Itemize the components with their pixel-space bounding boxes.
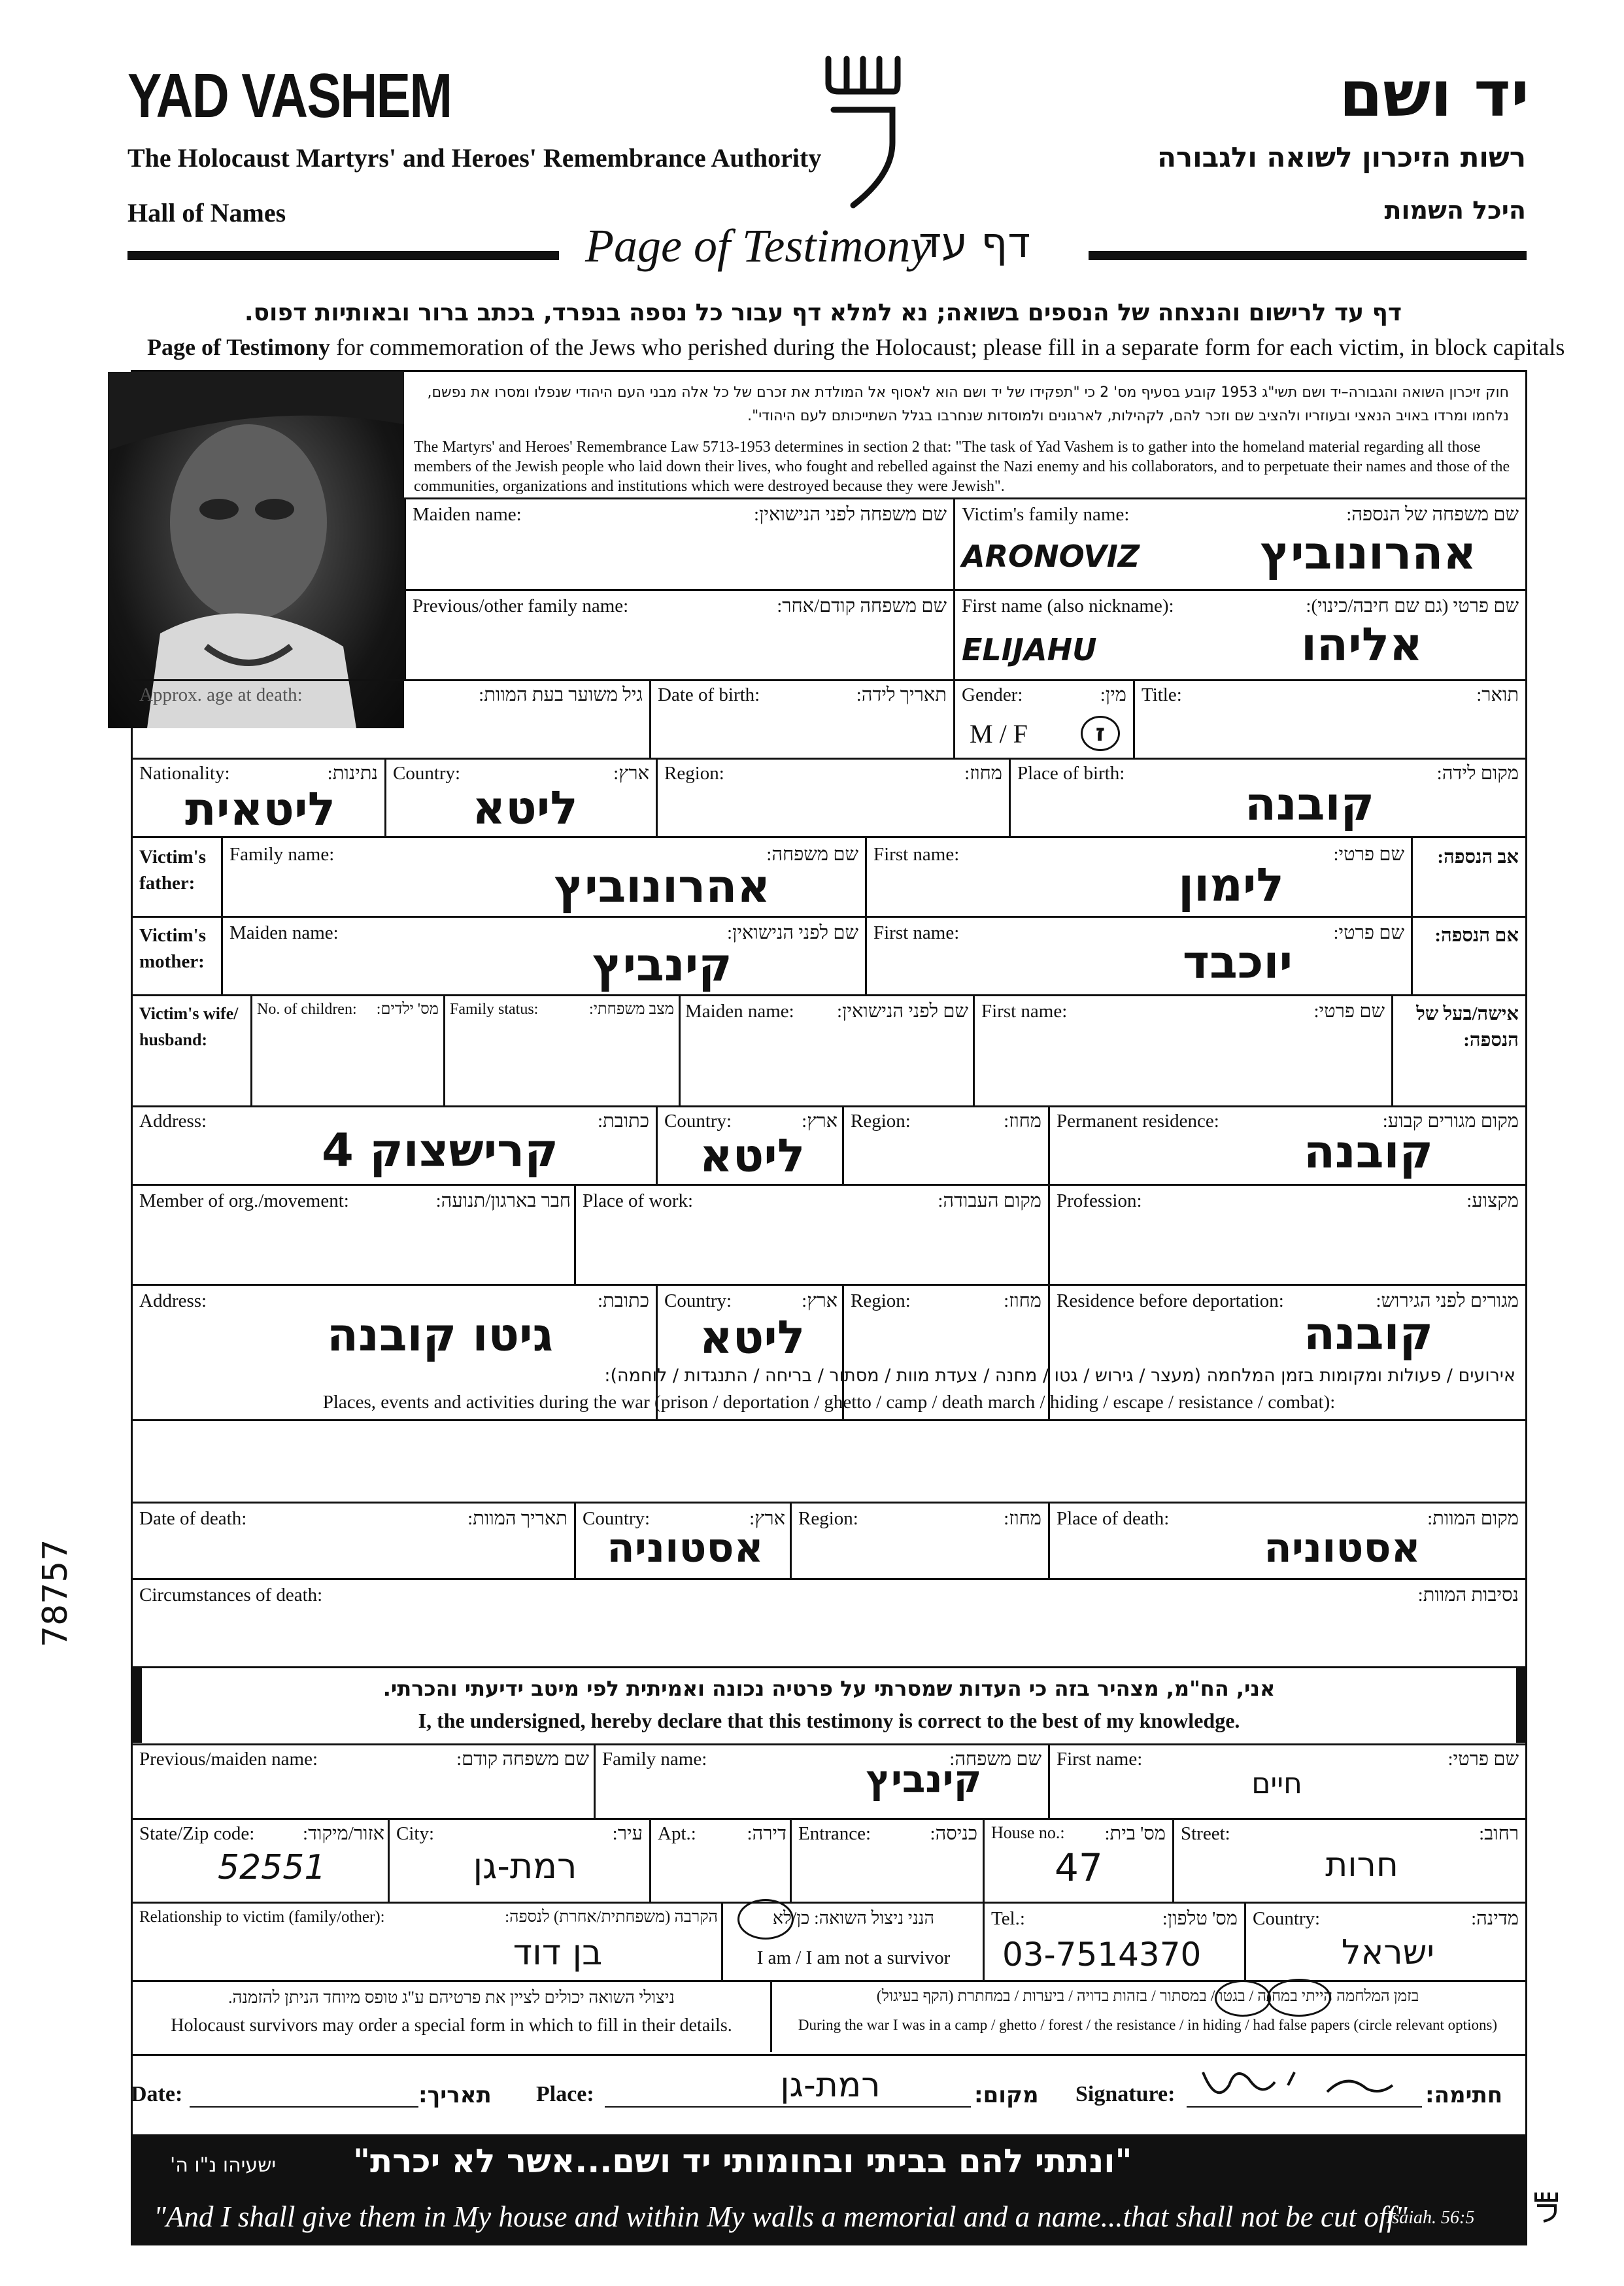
family-name-label: Victim's family name: [962, 504, 1130, 525]
zip-value[interactable]: 52551 [218, 1848, 326, 1887]
sub-first-label: First name: [1057, 1749, 1143, 1770]
events-input[interactable] [139, 1421, 1515, 1424]
pod-label-he: מקום המוות: [1427, 1508, 1519, 1529]
nationality-label-he: נתינות: [327, 763, 378, 784]
status-label: Family status: [450, 1001, 539, 1018]
street-label-he: רחוב: [1479, 1823, 1519, 1844]
org-label-he: חבר בארגון/תנועה: [435, 1190, 571, 1211]
tel-label-he: מס' טלפון: [1162, 1908, 1238, 1929]
sub-country-label: Country: [1253, 1908, 1321, 1929]
nationality-label: Nationality: [139, 763, 230, 784]
zip-label-he: אזור/מיקוד: [303, 1823, 384, 1844]
prev-name-input[interactable] [414, 622, 939, 675]
testimony-form [131, 370, 1527, 2179]
address2-label: Address: [139, 1290, 207, 1311]
war-status-circle-2 [1215, 1980, 1271, 2017]
family-name-he-value[interactable]: אהרונוביץ [1260, 526, 1477, 580]
death-region-label-he: מחוז: [1004, 1508, 1041, 1529]
authority-he: רשות הזיכרון לשואה ולגבורה [1157, 141, 1526, 173]
father-family-label: Family name: [229, 844, 335, 865]
first-name-label-he: שם פרטי (גם שם חיבה/כינוי): [1306, 596, 1519, 616]
war-status-en[interactable]: During the war I was in a camp / ghetto / forest / the resistance / in hiding / had false papers (circle relevant options) [798, 2017, 1498, 2033]
death-country-label-he: ארץ: [749, 1508, 785, 1529]
sub-first-label-he: שם פרטי: [1447, 1749, 1519, 1770]
place-line[interactable] [605, 2106, 971, 2108]
circumstances-label: Circumstances of death: [139, 1585, 323, 1605]
sub-country-value[interactable]: ישראל [1341, 1933, 1435, 1972]
birth-region-label: Region: [664, 763, 724, 784]
birth-place-label: Place of birth: [1017, 763, 1125, 784]
war-status-circle-1 [1267, 1979, 1331, 2017]
verse-en: "And I shall give them in My house and within My walls a memorial and a name...that shall not be cut off" [154, 2200, 1408, 2233]
first-name-label: First name (also nickname): [962, 596, 1174, 616]
residence-before-label-he: מגורים לפני הגירוש: [1376, 1290, 1519, 1311]
war-status-he[interactable]: בזמן המלחמה הייתי במחנה / בגטו / במסתור / בזהות בדויה / ביערות / במחתרת (הקף בעיגול) [876, 1988, 1419, 2005]
victim-photo [108, 372, 404, 728]
address2-country-label: Country: [664, 1290, 732, 1311]
relation-label-he: הקרבה (משפחתית/אחרת) לנספה: [505, 1908, 718, 1926]
relation-value[interactable]: בן דוד [513, 1932, 603, 1973]
family-name-latin[interactable]: ARONOVIZ [962, 539, 1140, 574]
declaration-en: I, the undersigned, hereby declare that this testimony is correct to the best of my knowledge. [418, 1709, 1240, 1732]
gender-label-he: מין: [1100, 684, 1126, 705]
dob-label: Date of birth: [658, 684, 760, 705]
sub-first-value[interactable]: חיים [1251, 1767, 1302, 1800]
mother-maiden-label-he: שם לפני הנישואין: [726, 922, 858, 943]
title-label: Title: [1142, 684, 1182, 705]
mother-maiden-value[interactable]: קינביץ [592, 938, 732, 992]
maiden-name-label: Maiden name: [413, 504, 522, 525]
title-rule-right [1089, 251, 1527, 260]
family-name-label-he: שם משפחה של הנספה: [1346, 504, 1519, 525]
org-name-en: YAD VASHEM [127, 61, 452, 131]
residence-before-value[interactable]: קובנה [1303, 1307, 1434, 1360]
place-label: Place: [536, 2082, 594, 2106]
address1-region-label: Region: [851, 1111, 911, 1132]
city-label: City: [396, 1823, 435, 1844]
special-form-he: ניצולי השואה יכולים לציין את פרטיהם ע"ג טופס מיוחד הניתן להזמנה. [228, 1988, 675, 2007]
special-form-en: Holocaust survivors may order a special form in which to fill in their details. [171, 2015, 732, 2036]
date-label: Date: [131, 2082, 183, 2106]
verse-source-he: ישעיהו נ"ו ה' [170, 2154, 277, 2177]
signature-label: Signature: [1075, 2082, 1176, 2106]
gender-label: Gender: [962, 684, 1023, 705]
profession-label-he: מקצוע: [1466, 1190, 1519, 1211]
instructions-en: Page of Testimony for commemoration of the Jews who perished during the Holocaust; please fill in a separate form for each victim, in block capitals [147, 334, 1565, 360]
address1-country-value[interactable]: ליטא [699, 1129, 805, 1183]
address2-label-he: כתובת: [598, 1290, 649, 1311]
work-label: Place of work: [583, 1190, 694, 1211]
age-label: Approx. age at death: [139, 684, 303, 705]
city-value[interactable]: רמת-גן [473, 1845, 577, 1887]
place-label-he: מקום: [974, 2082, 1039, 2108]
spouse-maiden-label: Maiden name: [685, 1001, 794, 1022]
father-label: Victim's father: [139, 847, 207, 894]
events-label-en: Places, events and activities during the war (prison / deportation / ghetto / camp / death march / hiding / escape / resistance / combat): [322, 1392, 1336, 1413]
maiden-name-label-he: שם משפחה לפני הנישואין: [753, 504, 947, 525]
birth-country-label-he: ארץ: [613, 763, 649, 784]
house-label-he: מס' בית: [1104, 1823, 1166, 1844]
father-first-value[interactable]: לימון [1178, 858, 1284, 912]
verse-source-en: Isaiah. 56:5 [1386, 2208, 1475, 2228]
residence-before-label: Residence before deportation: [1057, 1290, 1284, 1311]
sub-family-label: Family name: [602, 1749, 707, 1770]
birth-region-input[interactable] [666, 790, 1002, 831]
survivor-label-he[interactable]: הנני ניצול השואה: כן/לא [772, 1908, 935, 1928]
first-name-he-value[interactable]: אליהו [1300, 618, 1423, 671]
address1-country-label: Country: [664, 1111, 732, 1132]
sub-family-label-he: שם משפחה: [949, 1749, 1041, 1770]
address2-value[interactable]: גיטו קובנה [327, 1308, 553, 1362]
perm-residence-label: Permanent residence: [1057, 1111, 1219, 1132]
birth-region-label-he: מחוז: [964, 763, 1002, 784]
law-text-en: The Martyrs' and Heroes' Remembrance Law 5713-1953 determines in section 2 that: "The task of Yad Vashem is to gather into the homeland material regarding all those members of the Jewish people who laid down their lives, who fought and rebelled against the Nazi enemy and his collaborators, and to perpetuate their names and those of the communities, organizations and institutions which were destroyed because they were Jewish". [414, 439, 1510, 495]
entrance-label-he: כניסה: [930, 1823, 977, 1844]
title-label-he: תואר: [1476, 684, 1519, 705]
address2-country-label-he: ארץ: [802, 1290, 837, 1311]
children-label-he: מס' ילדים: [376, 1001, 439, 1018]
verse-he: "ונתתי להם בביתי ובחומותי יד ושם...אשר לא יכרת" [353, 2142, 1132, 2180]
survivor-label-en[interactable]: I am / I am not a survivor [756, 1947, 951, 1968]
mother-label-he: אם הנספה: [1434, 925, 1519, 946]
gender-circled-mark[interactable]: ז [1081, 716, 1120, 751]
spouse-first-label: First name: [981, 1001, 1068, 1022]
instructions-he: דף עד לרישום והנצחה של הנספים בשואה; נא למלא דף עבור כל נספה בנפרד, בכתב ברור ובאותיות דפוס. [244, 299, 1402, 326]
nationality-value[interactable]: ליטאית [185, 782, 335, 836]
form-bottom-edge [131, 2054, 1527, 2056]
father-first-label-he: שם פרטי: [1333, 844, 1404, 865]
street-value[interactable]: חרות [1325, 1845, 1398, 1885]
death-country-value[interactable]: אסטוניה [607, 1524, 764, 1572]
org-name-he: יד ושם [1339, 58, 1529, 131]
signature-line[interactable] [1187, 2106, 1422, 2108]
house-value[interactable]: 47 [1055, 1845, 1103, 1890]
dod-label: Date of death: [139, 1508, 247, 1529]
address1-label: Address: [139, 1111, 207, 1132]
title-rule-left [127, 251, 559, 260]
circumstances-label-he: נסיבות המוות: [1417, 1585, 1519, 1605]
father-label-he: אב הנספה: [1437, 847, 1519, 867]
mother-first-label: First name: [873, 922, 960, 943]
entrance-label: Entrance: [798, 1823, 871, 1844]
dob-label-he: תאריך לידה: [856, 684, 947, 705]
spouse-maiden-label-he: שם לפני הנישואין: [836, 1001, 968, 1022]
gender-options[interactable]: M / F [970, 719, 1028, 748]
prev-name-label-he: שם משפחה קודם/אחר: [777, 596, 947, 616]
mother-label: Victim's mother: [139, 925, 207, 972]
spouse-label-he: אישה/בעל של הנספה: [1416, 1003, 1519, 1051]
spouse-first-label-he: שם פרטי: [1313, 1001, 1385, 1022]
address1-value[interactable]: קרישצוק 4 [322, 1124, 558, 1177]
sub-family-value[interactable]: קינביץ [866, 1757, 982, 1801]
address2-region-label: Region: [851, 1290, 911, 1311]
relation-label: Relationship to victim (family/other): [139, 1908, 385, 1926]
spouse-label: Victim's wife/ husband: [139, 1004, 239, 1049]
house-label: House no.: [991, 1823, 1065, 1842]
maiden-name-input[interactable] [414, 530, 939, 584]
profession-label: Profession: [1057, 1190, 1142, 1211]
hall-of-names-he: היכל השמות [1384, 196, 1526, 225]
address1-country-label-he: ארץ: [802, 1111, 837, 1132]
address2-country-value[interactable]: ליטא [699, 1311, 805, 1364]
address2-region-label-he: מחוז: [1004, 1290, 1041, 1311]
children-label: No. of children: [257, 1001, 357, 1018]
first-name-latin[interactable]: ELIJAHU [962, 632, 1097, 667]
signature-label-he: חתימה: [1425, 2082, 1503, 2108]
birth-place-value[interactable]: קובנה [1244, 777, 1375, 831]
age-label-he: גיל משוער בעת המוות: [479, 684, 643, 705]
work-label-he: מקום העבודה: [938, 1190, 1041, 1211]
father-first-label: First name: [873, 844, 960, 865]
death-place-value[interactable]: אסטוניה [1264, 1524, 1421, 1572]
sub-country-label-he: מדינה: [1471, 1908, 1519, 1929]
dod-label-he: תאריך המוות: [467, 1508, 567, 1529]
declaration-he: אני, הח"מ, מצהיר בזה כי העדות שמסרתי על פרטיה נכונה ואמיתית לפי מיטב ידיעתי והכרתי. [382, 1676, 1276, 1701]
mother-first-label-he: שם פרטי: [1333, 922, 1404, 943]
sub-prev-label-he: שם משפחה קודם: [456, 1749, 589, 1770]
pod-label: Place of death: [1057, 1508, 1170, 1529]
perm-residence-label-he: מקום מגורים קבוע: [1382, 1111, 1519, 1132]
tel-label: Tel.: [991, 1908, 1025, 1929]
date-line[interactable] [190, 2106, 418, 2108]
zip-label: State/Zip code: [139, 1823, 255, 1844]
yad-vashem-emblem [820, 51, 905, 214]
org-label: Member of org./movement: [139, 1190, 349, 1211]
prev-name-label: Previous/other family name: [413, 596, 629, 616]
page-title-he: דף עד [919, 219, 1031, 267]
death-country-label: Country: [583, 1508, 651, 1529]
survivor-circle-mark [737, 1899, 794, 1940]
place-value[interactable]: רמת-גן [780, 2066, 881, 2105]
death-region-label: Region: [798, 1508, 858, 1529]
sub-prev-label: Previous/maiden name: [139, 1749, 318, 1770]
street-label: Street: [1181, 1823, 1230, 1844]
page-title-en: Page of Testimony [585, 220, 932, 272]
small-emblem-icon [1533, 2190, 1559, 2223]
address1-region-label-he: מחוז: [1004, 1111, 1041, 1132]
father-family-value[interactable]: אהרונוביץ [554, 860, 771, 913]
mother-first-value[interactable]: יוכבד [1182, 935, 1293, 989]
law-text-he: חוק זיכרון השואה והגבורה–יד ושם תשי"ג 1953 קובע בסעיף מס' 2 כי "תפקידו של יד ושם הוא לאסוף אל המולדת את זכרם של כל אלה מבני העם היהודי שנפלו ומסרו את נפשם, נלחמו ומרדו באויב הנאצי ובעוזריו ולהציב שם וזכר להם, לקהילות, לארגונים ולמוסדות שנחרבו בגלל השתייכותם לעם היהודי". [427, 384, 1509, 424]
birth-country-value[interactable]: ליטא [472, 781, 578, 835]
mother-maiden-label: Maiden name: [229, 922, 339, 943]
address1-label-he: כתובת: [598, 1111, 649, 1132]
apt-label: Apt.: [658, 1823, 696, 1844]
side-handwritten-number: 78757 [36, 1539, 75, 1647]
birth-place-label-he: מקום לידה: [1436, 763, 1519, 784]
city-label-he: עיר: [612, 1823, 643, 1844]
father-family-label-he: שם משפחה: [766, 844, 858, 865]
events-label-he: אירועים / פעולות ומקומות בזמן המלחמה (מעצר / גירוש / גטו / מחנה / צעדת מוות / מסתור / בריחה / התנגדות / לוחמה): [604, 1366, 1515, 1386]
status-label-he: מצב משפחתי: [589, 1001, 674, 1018]
apt-label-he: דירה: [747, 1823, 787, 1844]
authority-en: The Holocaust Martyrs' and Heroes' Remembrance Authority [127, 143, 822, 173]
tel-value[interactable]: 03-7514370 [1002, 1936, 1202, 1974]
birth-country-label: Country: [393, 763, 461, 784]
hall-of-names-en: Hall of Names [127, 198, 286, 227]
perm-residence-value[interactable]: קובנה [1303, 1125, 1434, 1179]
date-label-he: תאריך: [418, 2082, 492, 2108]
signature-mark [1196, 2059, 1406, 2105]
footer-banner [131, 2134, 1527, 2245]
